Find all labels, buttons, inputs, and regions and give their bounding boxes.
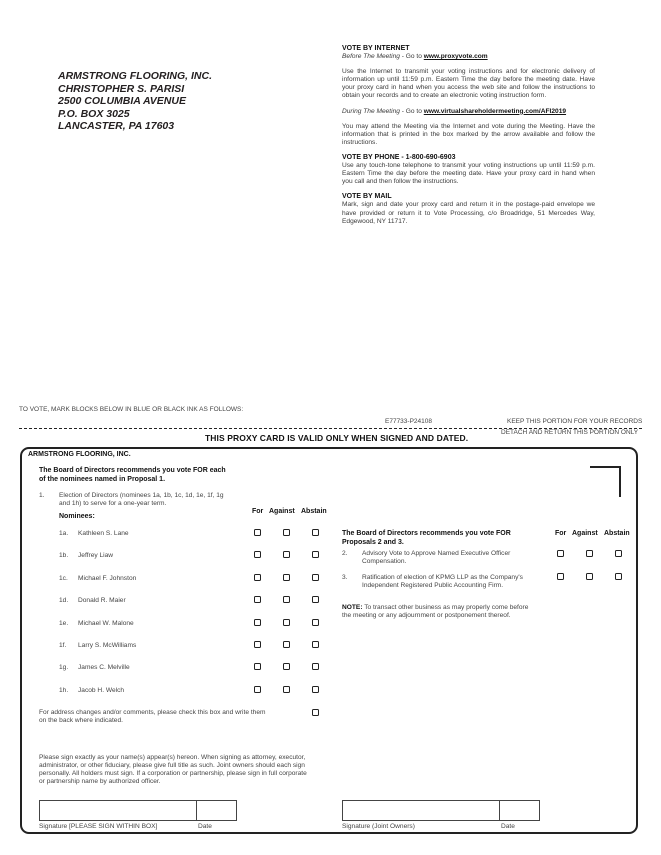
signature-box[interactable] bbox=[39, 800, 197, 821]
sign-instruction-line: administrator, or other fiduciary, please give full title as such. Joint owners should each sign bbox=[39, 762, 305, 769]
signature-label: Signature [PLEASE SIGN WITHIN BOX] bbox=[39, 823, 158, 830]
sign-instruction-line: Please sign exactly as your name(s) appear(s) hereon. When signing as attorney, executor, bbox=[39, 754, 306, 761]
board-rec-line: of the nominees named in Proposal 1. bbox=[39, 475, 166, 483]
col-against-header: Against bbox=[269, 508, 295, 515]
address-line: LANCASTER, PA 17603 bbox=[58, 120, 175, 132]
nominee-1c-for-checkbox[interactable] bbox=[254, 574, 261, 581]
address-line: P.O. BOX 3025 bbox=[58, 107, 130, 120]
col-abstain-header: Abstain bbox=[301, 508, 327, 515]
address-line: ARMSTRONG FLOORING, INC. bbox=[58, 70, 212, 82]
proposal-2-line: Compensation. bbox=[362, 558, 407, 565]
address-change-line: on the back where indicated. bbox=[39, 717, 123, 724]
proposal-2-against-checkbox[interactable] bbox=[586, 550, 593, 557]
nominee-1g-for-checkbox[interactable] bbox=[254, 663, 261, 670]
proposal-1-number: 1. bbox=[39, 492, 45, 499]
col-for-header: For bbox=[252, 508, 264, 515]
sign-instructions bbox=[39, 754, 307, 786]
nominee-1b-against-checkbox[interactable] bbox=[283, 551, 290, 558]
proposal-3-against-checkbox[interactable] bbox=[586, 573, 593, 580]
during-meeting-line bbox=[342, 108, 595, 116]
nominee-1a-abstain-checkbox[interactable] bbox=[312, 529, 319, 536]
control-code: E77733-P24108 bbox=[385, 418, 432, 425]
proposal-3-abstain-checkbox[interactable] bbox=[615, 573, 622, 580]
nominee-name: Larry S. McWilliams bbox=[78, 642, 137, 649]
during-text: You may attend the Meeting via the Internet and vote during the Meeting. Have the information that is printed in the box marked by the arrow available and follow the instructions. bbox=[342, 122, 595, 146]
note bbox=[342, 604, 528, 620]
note-line-2: the meeting or any adjournment or postponement thereof. bbox=[342, 612, 511, 619]
nominee-1h-abstain-checkbox[interactable] bbox=[312, 686, 319, 693]
mail-heading: VOTE BY MAIL bbox=[342, 193, 392, 201]
nominee-name: Jeffrey Liaw bbox=[78, 552, 114, 559]
valid-notice: THIS PROXY CARD IS VALID ONLY WHEN SIGNED AND DATED. bbox=[205, 433, 469, 443]
mail-text: Mark, sign and date your proxy card and return it in the postage-paid envelope we have provided or return it to Vote Processing, c/o Broadridge, 51 Mercedes Way, Edgewood, NY 11717. bbox=[342, 201, 595, 225]
during-meeting-label: During The Meeting bbox=[342, 107, 400, 115]
proposal-3-line: Independent Registered Public Accounting Firm. bbox=[362, 582, 504, 589]
nominee-id: 1f. bbox=[59, 642, 67, 649]
nominee-1d-for-checkbox[interactable] bbox=[254, 596, 261, 603]
nominee-1a-for-checkbox[interactable] bbox=[254, 529, 261, 536]
board-rec-line: The Board of Directors recommends you vote FOR each bbox=[39, 467, 226, 474]
return-address bbox=[58, 70, 212, 133]
note-label: NOTE: bbox=[342, 604, 363, 611]
nominee-1b-for-checkbox[interactable] bbox=[254, 551, 261, 558]
proposal-2-line: Advisory Vote to Approve Named Executive Officer bbox=[362, 550, 511, 557]
before-meeting-prefix: - Go to bbox=[399, 53, 424, 61]
proposal-2-abstain-checkbox[interactable] bbox=[615, 550, 622, 557]
note-line-1 bbox=[342, 604, 528, 612]
proposal-3-for-checkbox[interactable] bbox=[557, 573, 564, 580]
nominee-id: 1d. bbox=[59, 597, 69, 604]
before-meeting-line bbox=[342, 53, 595, 61]
proposal-2-text bbox=[362, 550, 510, 566]
corner-mark bbox=[590, 466, 621, 497]
nominee-1d-against-checkbox[interactable] bbox=[283, 596, 290, 603]
ink-instructions: TO VOTE, MARK BLOCKS BELOW IN BLUE OR BLACK INK AS FOLLOWS: bbox=[19, 406, 244, 413]
nominee-name: Jacob H. Welch bbox=[78, 687, 125, 694]
date-box[interactable] bbox=[196, 800, 237, 821]
joint-date-box[interactable] bbox=[499, 800, 540, 821]
col-for-header-2: For bbox=[555, 530, 567, 537]
nominee-id: 1a. bbox=[59, 530, 69, 537]
board-rec-line: Proposals 2 and 3. bbox=[342, 538, 404, 546]
proposal-3-number: 3. bbox=[342, 574, 348, 581]
proposal-1-text bbox=[59, 492, 224, 508]
nominee-1e-against-checkbox[interactable] bbox=[283, 619, 290, 626]
date-label: Date bbox=[198, 823, 212, 830]
note-text: To transact other business as may properly come before bbox=[362, 604, 529, 611]
nominee-1g-abstain-checkbox[interactable] bbox=[312, 663, 319, 670]
col-against-header-2: Against bbox=[572, 530, 598, 537]
proxyvote-link[interactable]: www.proxyvote.com bbox=[423, 53, 488, 61]
nominee-1b-abstain-checkbox[interactable] bbox=[312, 551, 319, 558]
sign-instruction-line: personally. All holders must sign. If a corporation or partnership, please sign in full corporate bbox=[39, 770, 307, 777]
proposal-3-text bbox=[362, 574, 523, 590]
voting-instructions bbox=[342, 45, 595, 226]
nominee-1f-for-checkbox[interactable] bbox=[254, 641, 261, 648]
keep-portion-label: KEEP THIS PORTION FOR YOUR RECORDS bbox=[507, 418, 643, 425]
proposal-1-line: Election of Directors (nominees 1a, 1b, 1c, 1d, 1e, 1f, 1g bbox=[59, 492, 224, 499]
col-abstain-header-2: Abstain bbox=[604, 530, 630, 537]
phone-heading: VOTE BY PHONE - 1-800-690-6903 bbox=[342, 153, 456, 161]
nominee-name: Donald R. Maier bbox=[78, 597, 126, 604]
address-change-line: For address changes and/or comments, please check this box and write them bbox=[39, 709, 266, 716]
nominee-id: 1c. bbox=[59, 575, 68, 582]
nominee-name: Michael F. Johnston bbox=[78, 575, 137, 582]
address-change-text bbox=[39, 709, 266, 725]
during-meeting-prefix: - Go to bbox=[399, 107, 424, 115]
phone-text: Use any touch-tone telephone to transmit your voting instructions up until 11:59 p.m. Eastern Time the day before the meeting date. Have your proxy card in hand when you call and then follow the instructions. bbox=[342, 162, 595, 186]
nominees-label: Nominees: bbox=[59, 513, 95, 520]
nominee-1f-against-checkbox[interactable] bbox=[283, 641, 290, 648]
joint-date-label: Date bbox=[501, 823, 515, 830]
nominee-id: 1g. bbox=[59, 664, 69, 671]
nominee-1c-against-checkbox[interactable] bbox=[283, 574, 290, 581]
internet-text: Use the Internet to transmit your voting instructions and for electronic delivery of information up until 11:59 p.m. Eastern Time the day before the meeting date. Have your proxy card in hand when you access the web site and follow the instructions to obtain your records and to create an electronic voting instruction form. bbox=[342, 68, 595, 100]
card-company: ARMSTRONG FLOORING, INC. bbox=[28, 451, 131, 458]
joint-signature-box[interactable] bbox=[342, 800, 500, 821]
board-rec-line: The Board of Directors recommends you vote FOR bbox=[342, 530, 511, 537]
before-meeting-label: Before The Meeting bbox=[342, 53, 400, 61]
nominee-1d-abstain-checkbox[interactable] bbox=[312, 596, 319, 603]
sign-instruction-line: or partnership name by authorized officer. bbox=[39, 778, 161, 785]
nominee-1g-against-checkbox[interactable] bbox=[283, 663, 290, 670]
proposal-2-for-checkbox[interactable] bbox=[557, 550, 564, 557]
internet-heading: VOTE BY INTERNET bbox=[342, 45, 410, 52]
nominee-name: Michael W. Malone bbox=[78, 620, 134, 627]
nominee-1e-for-checkbox[interactable] bbox=[254, 619, 261, 626]
joint-signature-label: Signature (Joint Owners) bbox=[342, 823, 415, 830]
nominee-id: 1b. bbox=[59, 552, 69, 559]
nominee-1c-abstain-checkbox[interactable] bbox=[312, 574, 319, 581]
nominee-1a-against-checkbox[interactable] bbox=[283, 529, 290, 536]
nominee-1f-abstain-checkbox[interactable] bbox=[312, 641, 319, 648]
nominee-1h-against-checkbox[interactable] bbox=[283, 686, 290, 693]
detach-portion-label: DETACH AND RETURN THIS PORTION ONLY bbox=[501, 429, 639, 436]
proposal-2-number: 2. bbox=[342, 550, 348, 557]
nominee-name: Kathleen S. Lane bbox=[78, 530, 129, 537]
virtual-meeting-link[interactable]: www.virtualshareholdermeeting.com/AFI2019 bbox=[423, 107, 567, 115]
board-recommendation-1 bbox=[39, 467, 226, 484]
proposal-1-line: and 1h) to serve for a one-year term. bbox=[59, 500, 167, 507]
proposal-3-line: Ratification of election of KPMG LLP as the Company's bbox=[362, 574, 523, 581]
address-change-checkbox[interactable] bbox=[312, 709, 319, 716]
address-line: 2500 COLUMBIA AVENUE bbox=[58, 95, 186, 107]
nominee-name: James C. Melville bbox=[78, 664, 130, 671]
board-recommendation-2 bbox=[342, 530, 511, 547]
address-line: CHRISTOPHER S. PARISI bbox=[58, 82, 185, 95]
nominee-id: 1h. bbox=[59, 687, 69, 694]
nominee-id: 1e. bbox=[59, 620, 69, 627]
nominee-1e-abstain-checkbox[interactable] bbox=[312, 619, 319, 626]
nominee-1h-for-checkbox[interactable] bbox=[254, 686, 261, 693]
